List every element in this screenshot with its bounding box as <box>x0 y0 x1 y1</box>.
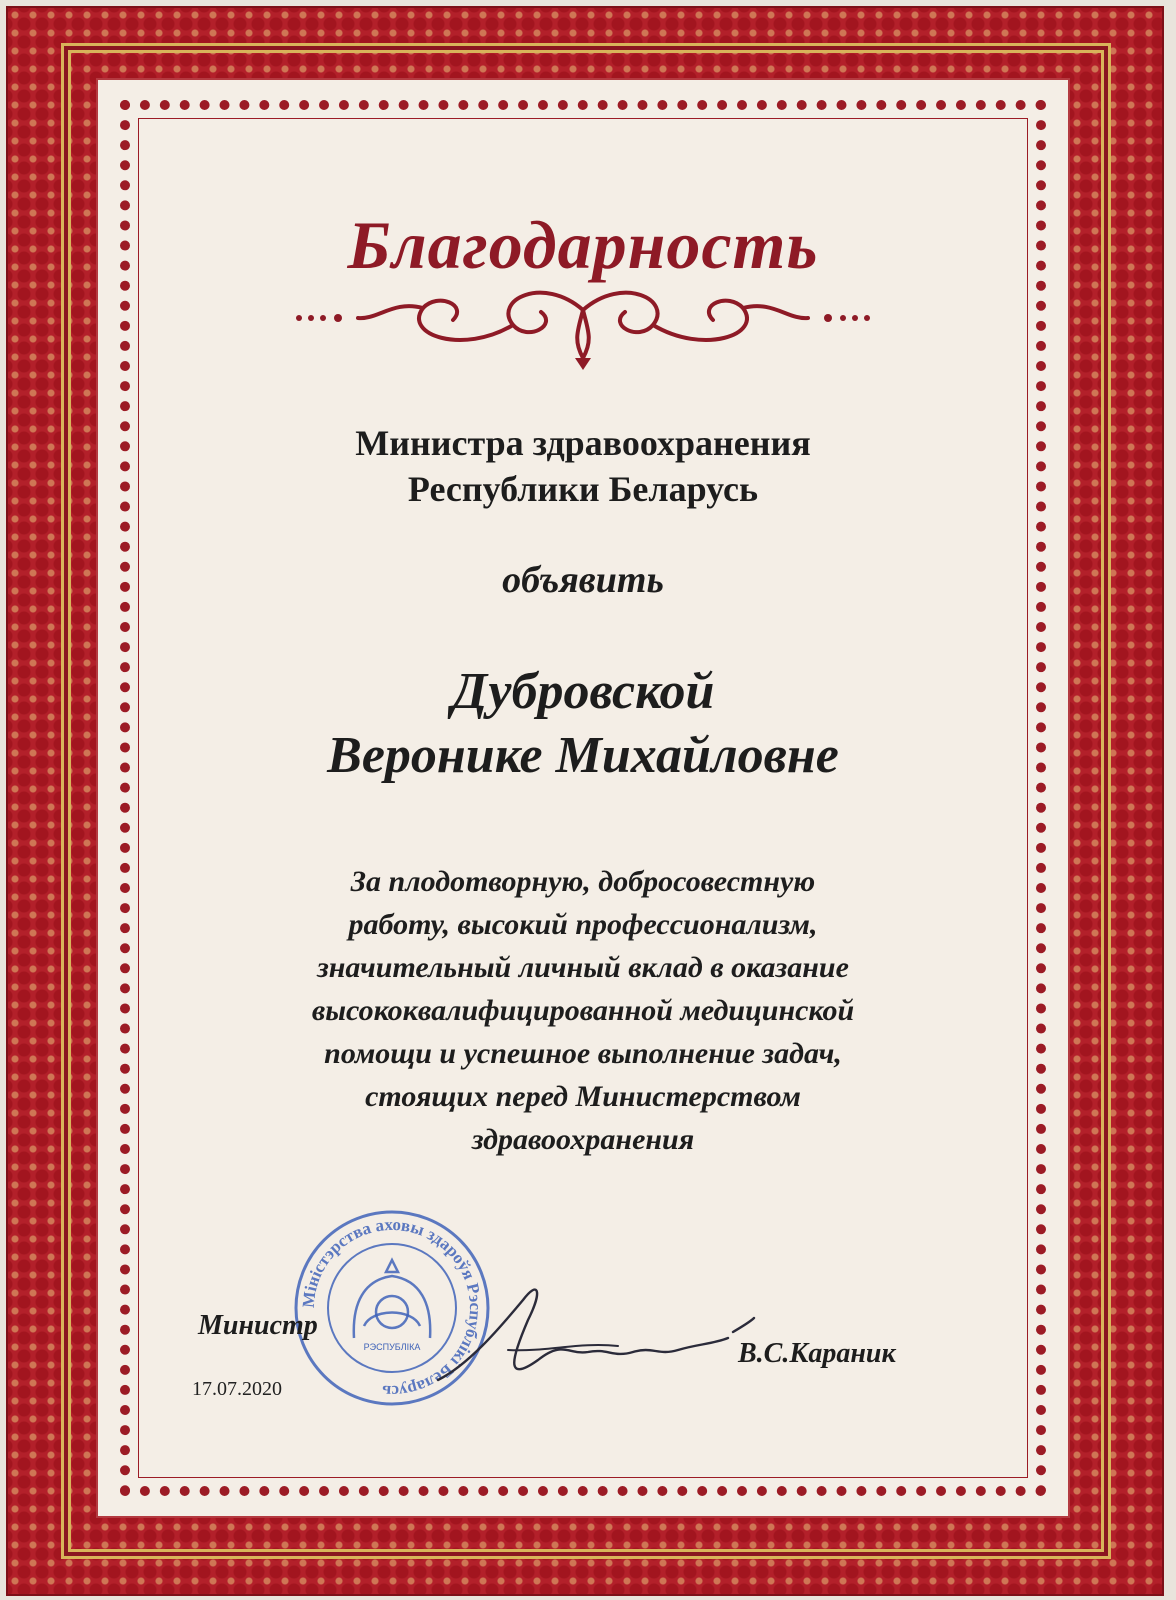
issue-date: 17.07.2020 <box>192 1378 282 1400</box>
recipient-given-names: Веронике Михайловне <box>327 727 839 784</box>
recipient-surname: Дубровской <box>451 663 715 720</box>
reason-line: стоящих перед Министерством <box>365 1080 801 1113</box>
certificate-sheet <box>6 6 1164 1596</box>
reason-line: помощи и успешное выполнение задач, <box>324 1037 842 1070</box>
signer-name: В.С.Караник <box>738 1338 896 1369</box>
recipient-name <box>98 660 1068 788</box>
reason-line: За плодотворную, добросовестную <box>350 865 816 898</box>
reason-line: значительный личный вклад в оказание <box>317 951 849 984</box>
issuer-line: Министра здравоохранения <box>355 423 811 463</box>
seal-ring-text: Міністэрства аховы здароўя Рэспублікі Беларусь <box>298 1214 486 1402</box>
certificate-body <box>98 80 1068 1516</box>
issuer-line: Республики Беларусь <box>407 469 759 509</box>
seal-center-label: РЭСПУБЛІКА <box>363 1342 421 1352</box>
flourish-ornament <box>283 280 883 370</box>
declaration-verb: объявить <box>502 559 664 601</box>
certificate-title: Благодарность <box>347 207 819 283</box>
reason-line: работу, высокий профессионализм, <box>348 908 818 941</box>
reason-line: высококвалифицированной медицинской <box>311 994 855 1027</box>
reason-line: здравоохранения <box>471 1123 695 1156</box>
award-reason <box>158 860 1008 1161</box>
issuer-block <box>98 420 1068 512</box>
signer-position: Министр <box>198 1310 318 1341</box>
handwritten-signature <box>428 1260 758 1400</box>
